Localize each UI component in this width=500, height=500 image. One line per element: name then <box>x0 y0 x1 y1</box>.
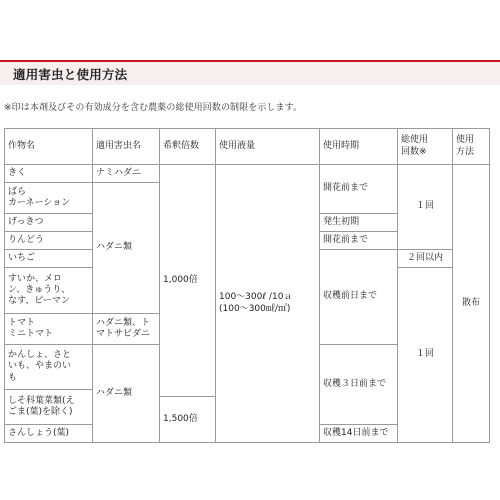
times-cell: １回 <box>398 165 453 250</box>
crop-cell: さんしょう(葉) <box>5 425 93 443</box>
timing-cell: 開花前まで <box>320 165 398 214</box>
section-header <box>0 60 500 85</box>
crop-cell: しそ科葉菜類(え ごま(葉)を除く) <box>5 390 93 425</box>
timing-cell: 収穫前日まで <box>320 250 398 345</box>
table-row <box>5 165 490 183</box>
pest-cell: ハダニ類 <box>93 345 160 443</box>
crop-cell: いちご <box>5 250 93 268</box>
times-cell: ２回以内 <box>398 250 453 268</box>
header-pest: 適用害虫名 <box>93 129 160 165</box>
volume-cell: 100〜300ℓ /10ａ (100〜300㎖/㎡) <box>216 165 320 443</box>
crop-cell: ばら カーネーション <box>5 183 93 214</box>
table-header-row <box>5 129 490 165</box>
pest-cell: ナミハダニ <box>93 165 160 183</box>
crop-cell: りんどう <box>5 232 93 250</box>
crop-cell: きく <box>5 165 93 183</box>
header-dilution: 希釈倍数 <box>160 129 216 165</box>
section-title: 適用害虫と使用方法 <box>13 67 128 82</box>
header-volume: 使用液量 <box>216 129 320 165</box>
timing-cell: 収穫３日前まで <box>320 345 398 425</box>
header-timing: 使用時期 <box>320 129 398 165</box>
crop-cell: トマト ミニトマト <box>5 314 93 345</box>
timing-cell: 収穫14日前まで <box>320 425 398 443</box>
times-cell: １回 <box>398 268 453 443</box>
crop-cell: すいか、メロ ン、きゅうり、 なす、ピーマン <box>5 268 93 314</box>
header-times: 総使用 回数※ <box>398 129 453 165</box>
usage-table <box>4 128 490 443</box>
timing-cell: 開花前まで <box>320 232 398 250</box>
usage-note: ※印は本剤及びその有効成分を含む農薬の総使用回数の制限を示します。 <box>4 103 303 113</box>
header-method: 使用 方法 <box>453 129 490 165</box>
dilution-cell: 1,500倍 <box>160 397 216 443</box>
pest-cell: ハダニ類 <box>93 183 160 314</box>
header-crop: 作物名 <box>5 129 93 165</box>
crop-cell: かんしょ、さと いも、やまのい も <box>5 345 93 390</box>
timing-cell: 発生初期 <box>320 214 398 232</box>
dilution-cell: 1,000倍 <box>160 165 216 397</box>
crop-cell: げっきつ <box>5 214 93 232</box>
pest-cell: ハダニ類、ト マトサビダニ <box>93 314 160 345</box>
method-cell: 散布 <box>453 165 490 443</box>
